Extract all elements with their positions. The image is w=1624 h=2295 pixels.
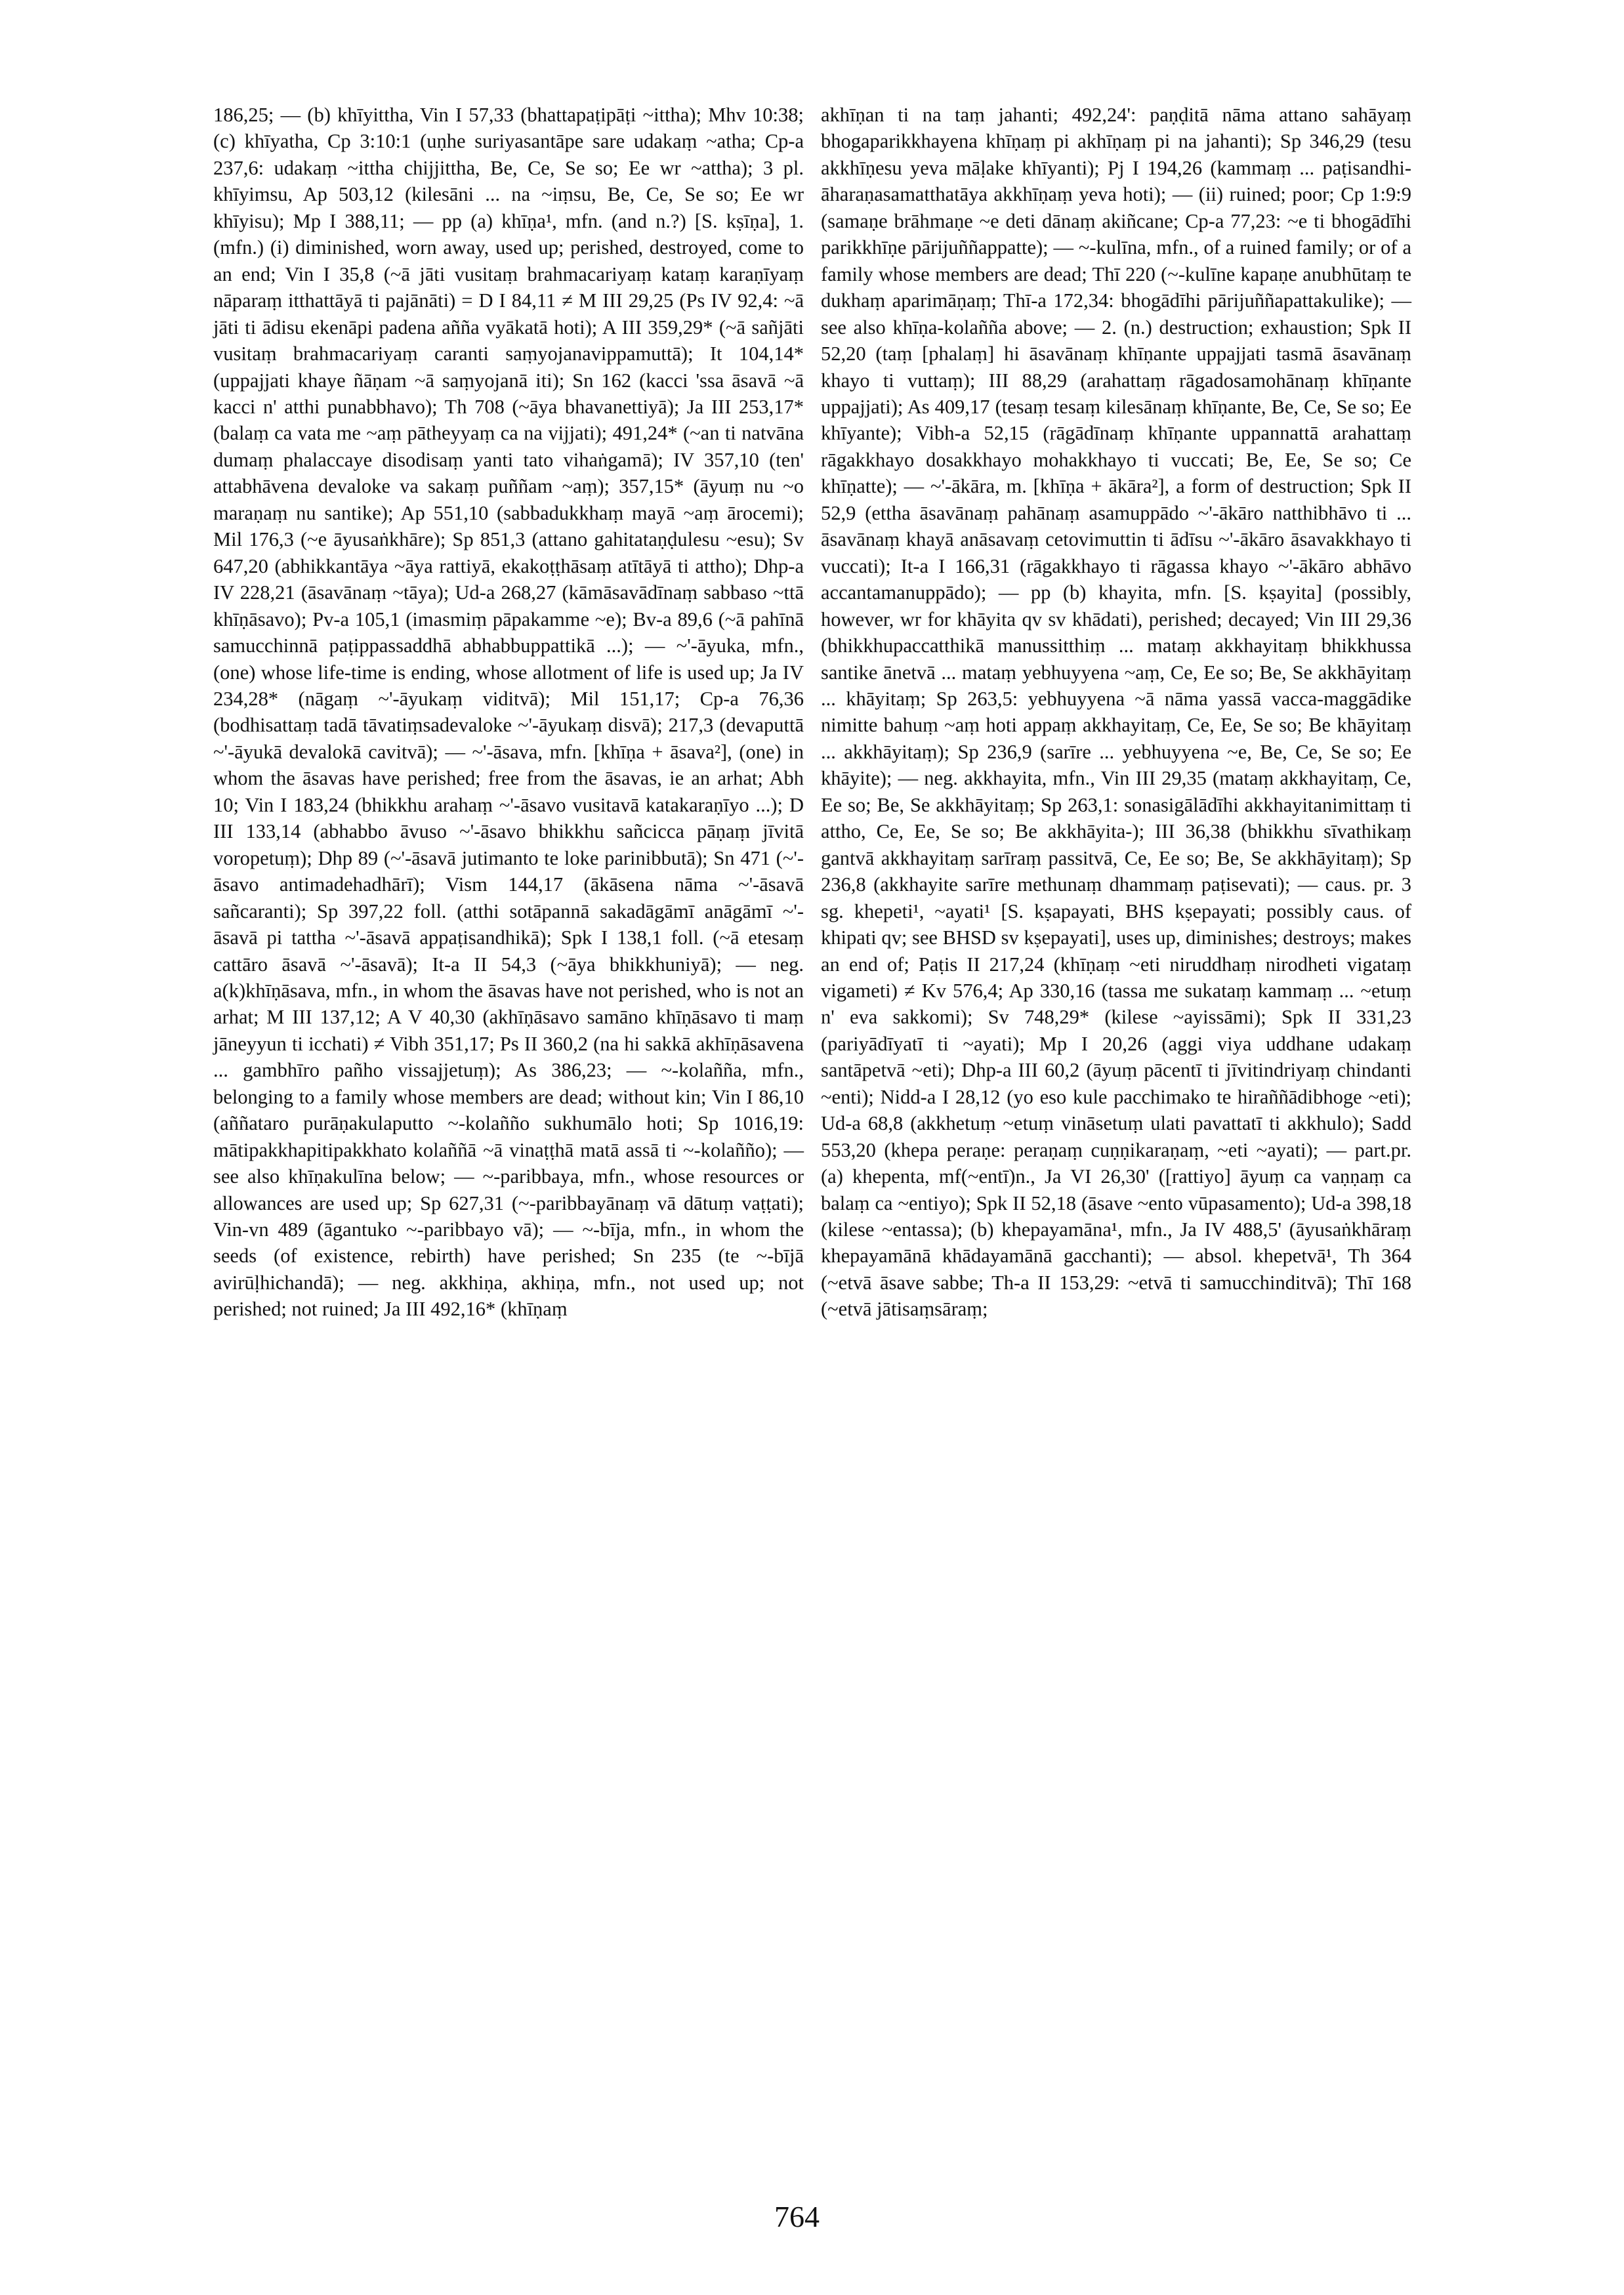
dictionary-column-left: 186,25; — (b) khīyittha, Vin I 57,33 (bhattapaṭipāṭi ~ittha); Mhv 10:38; (c) khīyatha, Cp 3:10:1 (uṇhe suriyasantāpe sare udakaṃ ~atha; Cp-a 237,6: udakaṃ ~ittha chijjittha, Be, Ce, Se so; Ee wr ~attha); 3 pl. khīyimsu, Ap 503,12 (kilesāni ... na ~iṃsu, Be, Ce, Se so; Ee wr khīyisu); Mp I 388,11; — pp (a) khīṇa¹, mfn. (and n.?) [S. kṣīṇa], 1. (mfn.) (i) diminished, worn away, used up; perished, destroyed, come to an end; Vin I 35,8 (~ā jāti vusitaṃ brahmacariyaṃ kataṃ karaṇīyaṃ nāparaṃ itthattāyā ti pajānāti) = D I 84,11 ≠ M III 29,25 (Ps IV 92,4: ~ā jāti ti ādisu ekenāpi padena añña vyākatā hoti); A III 359,29* (~ā sañjāti vusitaṃ brahmacariyaṃ caranti saṃyojanavippamuttā); It 104,14* (uppajjati khaye ñāṇam ~ā saṃyojanā iti); Sn 162 (kacci 'ssa āsavā ~ā kacci n' atthi punabbhavo); Th 708 (~āya bhavanettiyā); Ja III 253,17* (balaṃ ca vata me ~aṃ pātheyyaṃ ca na vijjati); 491,24* (~an ti natvāna dumaṃ phalaccaye disodisaṃ yanti tato vihaṅgamā); IV 357,10 (ten' attabhāvena devaloke va sakaṃ puññam ~aṃ); 357,15* (āyuṃ nu ~o maraṇaṃ nu santike); Ap 551,10 (sabbadukkhaṃ mayā ~aṃ ārocemi); Mil 176,3 (~e āyusaṅkhāre); Sp 851,3 (attano gahitataṇḍulesu ~esu); Sv 647,20 (abhikkantāya ~āya rattiyā, ekakoṭṭhāsaṃ atītāyā ti attho); Dhp-a IV 228,21 (āsavānaṃ ~tāya); Ud-a 268,27 (kāmāsavādīnaṃ sabbaso ~ttā khīṇāsavo); Pv-a 105,1 (imasmiṃ pāpakamme ~e); Bv-a 89,6 (~ā pahīnā samucchinnā paṭippassaddhā abhabbuppattikā ...); — ~'-āyuka, mfn., (one) whose life-time is ending, whose allotment of life is used up; Ja IV 234,28* (nāgaṃ ~'-āyukaṃ viditvā); Mil 151,17; Cp-a 76,36 (bodhisattaṃ tadā tāvatiṃsadevaloke ~'-āyukaṃ disvā); 217,3 (devaputtā ~'-āyukā devalokā cavitvā); — ~'-āsava, mfn. [khīṇa + āsava²], (one) in whom the āsavas have perished; free from the āsavas, ie an arhat; Abh 10; Vin I 183,24 (bhikkhu arahaṃ ~'-āsavo vusitavā katakaraṇīyo ...); D III 133,14 (abhabbo āvuso ~'-āsavo bhikkhu sañcicca pāṇaṃ jīvitā voropetuṃ); Dhp 89 (~'-āsavā jutimanto te loke parinibbutā); Sn 471 (~'-āsavo antimadehadhārī); Vism 144,17 (ākāsena nāma ~'-āsavā sañcaranti); Sp 397,22 foll. (atthi sotāpannā sakadāgāmī anāgāmī ~'-āsavā pi tattha ~'-āsavā appaṭisandhikā); Spk I 138,1 foll. (~ā etesaṃ cattāro āsavā ~'-āsavā); It-a II 54,3 (~āya bhikkhuniyā); — neg. a(k)khīṇāsava, mfn., in whom the āsavas have not perished, who is not an arhat; M III 137,12; A V 40,30 (akhīṇāsavo samāno khīṇāsavo ti maṃ jāneyyun ti icchati) ≠ Vibh 351,17; Ps II 360,2 (na hi sakkā akhīṇāsavena ... gambhīro pañho vissajjetuṃ); As 386,23; — ~-kolañña, mfn., belonging to a family whose members are dead; without kin; Vin I 86,10 (aññataro purāṇakulaputto ~-kolañño sukhumālo hoti; Sp 1016,19: mātipakkhapitipakkhato kolaññā ~ā vinaṭṭhā matā assā ti ~-kolañño); — see also khīṇakulīna below; — ~-paribbaya, mfn., whose resources or allowances are used up; Sp 627,31 (~-paribbayānaṃ vā dātuṃ vaṭṭati); Vin-vn 489 (āgantuko ~-paribbayo vā); — ~-bīja, mfn., in whom the seeds (of existence, rebirth) have perished; Sn 235 (te ~-bījā avirūḷhichandā); — neg. akkhiṇa, akhiṇa, mfn., not used up; not perished; not ruined; Ja III 492,16* (khīṇaṃ xyxy=(213,104,809,1321)
dictionary-column-right: akhīṇan ti na taṃ jahanti; 492,24': paṇḍitā nāma attano sahāyaṃ bhogaparikkhayena khīṇaṃ pi akhīṇaṃ pi na jahanti); Sp 346,29 (tesu akkhīṇesu yeva māḷake khīyanti); Pj I 194,26 (kammaṃ ... paṭisandhi-āharaṇasamatthatāya akkhīṇaṃ yeva hoti); — (ii) ruined; poor; Cp 1:9:9 (samaṇe brāhmaṇe ~e deti dānaṃ akiñcane; Cp-a 77,23: ~e ti bhogādīhi parikkhīṇe pārijuññappatte); — ~-kulīna, mfn., of a ruined family; or of a family whose members are dead; Thī 220 (~-kulīne kapaṇe anubhūtaṃ te dukhaṃ aparimāṇaṃ; Thī-a 172,34: bhogādīhi pārijuññapattakulike); — see also khīṇa-kolañña above; — 2. (n.) destruction; exhaustion; Spk II 52,20 (taṃ [phalaṃ] hi āsavānaṃ khīṇante uppajjati tasmā āsavānaṃ khayo ti vuttaṃ); III 88,29 (arahattaṃ rāgadosamohānaṃ khīṇante uppajjati); As 409,17 (tesaṃ tesaṃ kilesānaṃ khīṇante, Be, Ce, Se so; Ee khīyante); Vibh-a 52,15 (rāgādīnaṃ khīṇante uppannattā arahattaṃ rāgakkhayo dosakkhayo mohakkhayo ti vuccati; Be, Ee, Se so; Ce khīṇatte); — ~'-ākāra, m. [khīṇa + ākāra²], a form of destruction; Spk II 52,9 (ettha āsavānaṃ pahānaṃ asamuppādo ~'-ākāro natthibhāvo ti ... āsavānaṃ khayā anāsavaṃ cetovimuttin ti ādīsu ~'-ākāro āsavakkhayo ti vuccati); It-a I 166,31 (rāgakkhayo ti rāgassa khayo ~'-ākāro abhāvo accantamanuppādo); — pp (b) khayita, mfn. [S. kṣayita] (possibly, however, wr for khāyita qv sv khādati), perished; decayed; Vin III 29,36 (bhikkhupaccatthikā manussitthiṃ ... mataṃ akkhayitaṃ bhikkhussa santike ānetvā ... mataṃ yebhuyyena ~aṃ, Ce, Ee so; Be, Se akkhāyitaṃ ... khāyitaṃ; Sp 263,5: yebhuyyena ~ā nāma yassā vacca-maggādike nimitte bahuṃ ~aṃ hoti appaṃ akkhayitaṃ, Ce, Ee, Se so; Be khāyitaṃ ... akkhāyitaṃ); Sp 236,9 (sarīre ... yebhuyyena ~e, Be, Ce, Se so; Ee khāyite); — neg. akkhayita, mfn., Vin III 29,35 (mataṃ akkhayitaṃ, Ce, Ee so; Be, Se akkhāyitaṃ; Sp 263,1: sonasigālādīhi akkhayitanimittaṃ ti attho, Ce, Ee, Se so; Be akkhāyita-); III 36,38 (bhikkhu sīvathikaṃ gantvā akkhayitaṃ sarīraṃ passitvā, Ce, Ee so; Be, Se akkhāyitaṃ); Sp 236,8 (akkhayite sarīre methunaṃ dhammaṃ paṭisevati); — caus. pr. 3 sg. khepeti¹, ~ayati¹ [S. kṣapayati, BHS kṣepayati; possibly caus. of khipati qv; see BHSD sv kṣepayati], uses up, diminishes; destroys; makes an end of; Paṭis II 217,24 (khīṇaṃ ~eti niruddhaṃ nirodheti vigataṃ vigameti) ≠ Kv 576,4; Ap 330,16 (tassa me sukataṃ kammaṃ ... ~etuṃ n' eva sakkomi); Sv 748,29* (kilese ~ayissāmi); Spk II 331,23 (pariyādīyatī ti ~ayati); Mp I 20,26 (aggi viya uddhane udakaṃ santāpetvā ~eti); Dhp-a III 60,2 (āyuṃ pācentī ti jīvitindriyaṃ chindanti ~enti); Nidd-a I 28,12 (yo eso kule pacchimako te hiraññādibhoge ~eti); Ud-a 68,8 (akkhetuṃ ~etuṃ vināsetuṃ ulati pavattatī ti akkhulo); Sadd 553,20 (khepa peraṇe: peraṇaṃ cuṇṇikaraṇaṃ, ~eti ~ayati); — part.pr. (a) khepenta, mf(~entī)n., Ja VI 26,30' ([rattiyo] āyuṃ ca vaṇṇaṃ ca balaṃ ca ~entiyo); Spk II 52,18 (āsave ~ento vūpasamento); Ud-a 398,18 (kilese ~entassa); (b) khepayamāna¹, mfn., Ja IV 488,5' (āyusaṅkhāraṃ khepayamānā khādayamānā gacchanti); — absol. khepetvā¹, Th 364 (~etvā āsave sabbe; Th-a II 153,29: ~etvā ti samucchinditvā); Thī 168 (~etvā jātisaṃsāraṃ; xyxy=(821,104,1417,1321)
page-number: 764 xyxy=(774,2200,820,2233)
